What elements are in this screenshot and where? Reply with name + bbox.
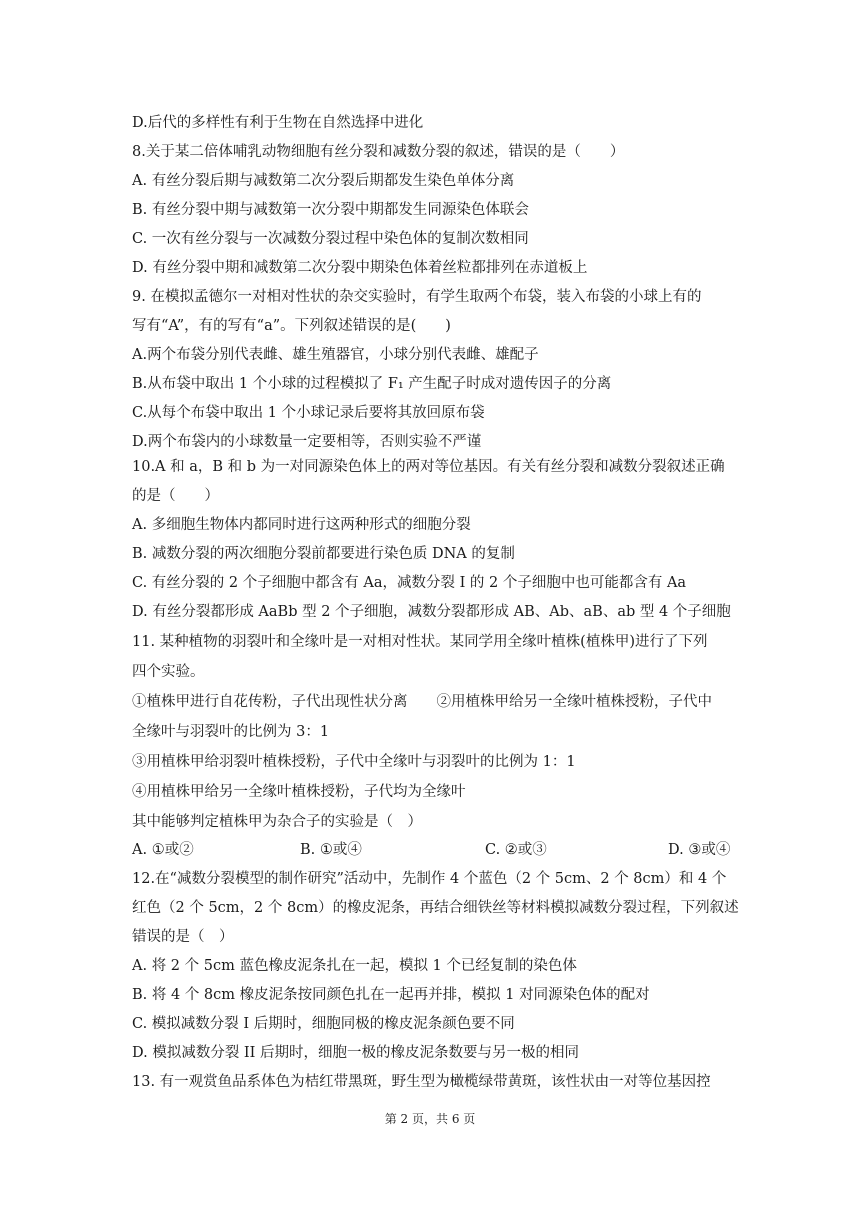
question-10-stem-cont: 的是（ ） — [132, 488, 219, 504]
option-line: C. 有丝分裂的 2 个子细胞中都含有 Aa，减数分裂 Ⅰ 的 2 个子细胞中也可能都含有 Aa — [132, 575, 687, 591]
experiment-line: ①植株甲进行自花传粉，子代出现性状分离 ②用植株甲给另一全缘叶植株授粉，子代中 — [132, 694, 712, 710]
page-number: 第 2 页，共 6 页 — [384, 1112, 476, 1126]
option-line: A. 有丝分裂后期与减数第二次分裂后期都发生染色单体分离 — [132, 173, 515, 189]
option-line: B.从布袋中取出 1 个小球的过程模拟了 F₁ 产生配子时成对遗传因子的分离 — [132, 376, 612, 392]
question-9-stem-cont: 写有“A”，有的写有“a”。下列叙述错误的是( ) — [132, 318, 451, 334]
question-11-stem-cont: 四个实验。 — [132, 664, 205, 680]
option-line: D. 模拟减数分裂 II 后期时，细胞一极的橡皮泥条数要与另一极的相同 — [132, 1045, 579, 1061]
option-line: D. 有丝分裂中期和减数第二次分裂中期染色体着丝粒都排列在赤道板上 — [132, 260, 588, 276]
question-12-stem-cont: 红色（2 个 5cm，2 个 8cm）的橡皮泥条，再结合细铁丝等材料模拟减数分裂过程，下列叙述 — [132, 900, 739, 916]
question-11-ask: 其中能够判定植株甲为杂合子的实验是（ ） — [132, 814, 422, 830]
experiment-line: ③用植株甲给羽裂叶植株授粉，子代中全缘叶与羽裂叶的比例为 1：1 — [132, 754, 576, 770]
option-line: A. 将 2 个 5cm 蓝色橡皮泥条扎在一起，模拟 1 个已经复制的染色体 — [132, 958, 577, 974]
option-c: C. ②或③ — [485, 842, 547, 858]
option-d: D. ③或④ — [668, 842, 731, 858]
question-8-stem: 8.关于某二倍体哺乳动物细胞有丝分裂和减数分裂的叙述，错误的是（ ） — [132, 144, 625, 160]
option-line: A. 多细胞生物体内都同时进行这两种形式的细胞分裂 — [132, 517, 471, 533]
text-line: D.后代的多样性有利于生物在自然选择中进化 — [132, 115, 424, 131]
option-line: D. 有丝分裂都形成 AaBb 型 2 个子细胞，减数分裂都形成 AB、Ab、aB、ab 型 4 个子细胞 — [132, 604, 731, 620]
option-b: B. ①或④ — [300, 842, 362, 858]
option-line: B. 减数分裂的两次细胞分裂前都要进行染色质 DNA 的复制 — [132, 546, 515, 562]
option-a: A. ①或② — [132, 842, 194, 858]
question-11-stem: 11. 某种植物的羽裂叶和全缘叶是一对相对性状。某同学用全缘叶植株(植株甲)进行了下列 — [132, 634, 708, 650]
option-line: D.两个布袋内的小球数量一定要相等，否则实验不严谨 — [132, 434, 482, 450]
question-12-stem: 12.在“减数分裂模型的制作研究”活动中，先制作 4 个蓝色（2 个 5cm、2 个 8cm）和 4 个 — [132, 871, 727, 887]
option-line: B. 有丝分裂中期与减数第一次分裂中期都发生同源染色体联会 — [132, 202, 529, 218]
option-line: B. 将 4 个 8cm 橡皮泥条按同颜色扎在一起再并排，模拟 1 对同源染色体的配对 — [132, 987, 650, 1003]
experiment-line: ④用植株甲给另一全缘叶植株授粉，子代均为全缘叶 — [132, 784, 466, 800]
option-line: C. 一次有丝分裂与一次减数分裂过程中染色体的复制次数相同 — [132, 231, 529, 247]
question-12-stem-cont: 错误的是（ ） — [132, 929, 234, 945]
option-line: C. 模拟减数分裂 I 后期时，细胞同极的橡皮泥条颜色要不同 — [132, 1016, 515, 1032]
question-9-stem: 9. 在模拟孟德尔一对相对性状的杂交实验时，有学生取两个布袋，装入布袋的小球上有的 — [132, 289, 702, 305]
option-line: A.两个布袋分别代表雌、雄生殖器官，小球分别代表雌、雄配子 — [132, 347, 539, 363]
option-line: C.从每个布袋中取出 1 个小球记录后要将其放回原布袋 — [132, 405, 485, 421]
experiment-line: 全缘叶与羽裂叶的比例为 3：1 — [132, 724, 330, 740]
question-13-stem: 13. 有一观赏鱼品系体色为桔红带黑斑，野生型为橄榄绿带黄斑，该性状由一对等位基因控 — [132, 1074, 711, 1090]
question-10-stem: 10.A 和 a，B 和 b 为一对同源染色体上的两对等位基因。有关有丝分裂和减数分裂叙述正确 — [132, 459, 725, 475]
